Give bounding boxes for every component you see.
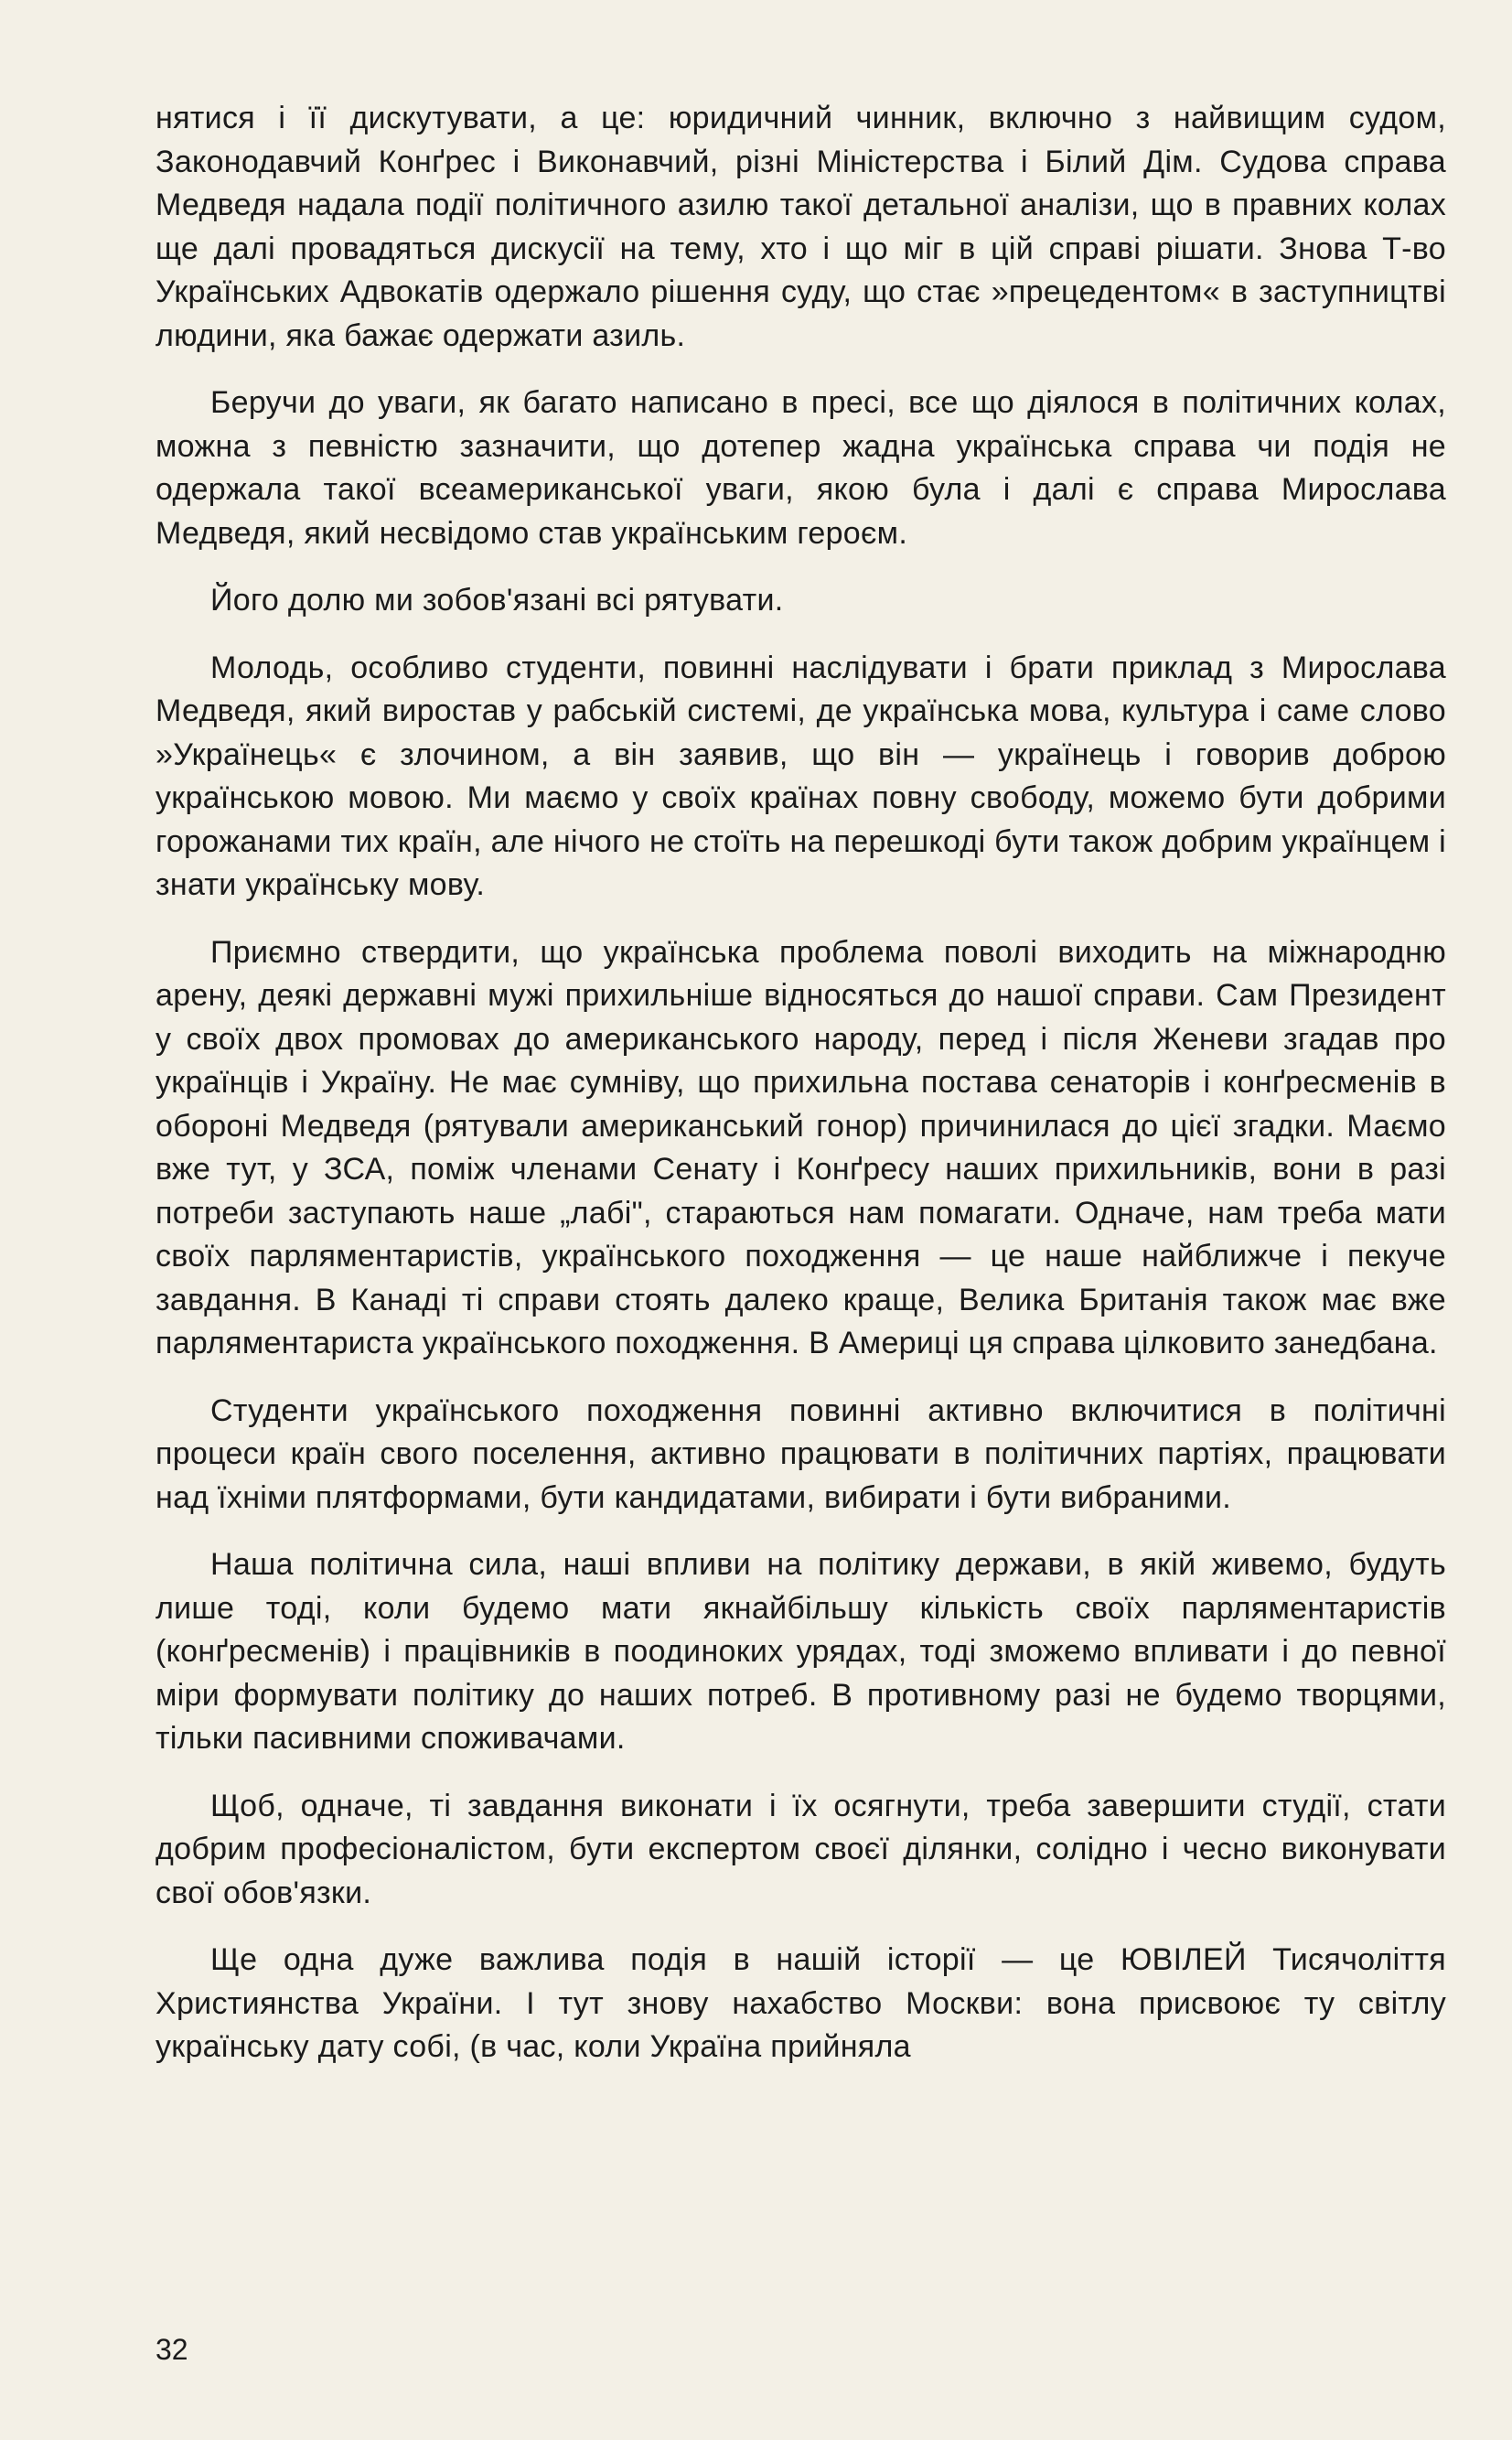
page-number: 32 (155, 2333, 188, 2366)
paragraph-1: нятися і її дискутувати, а це: юридичний чинник, включно з найвищим судом, Законодавчий Конґрес і Виконавчий, різні Міністерства і Білий Дім. Судова справа Медведя надала події політичного азилю такої детальної аналізи, що в правних колах ще далі провадяться дискусії на тему, хто і що міг в цій справі рішати. Знова Т-во Українських Адвокатів одержало рішення суду, що стає »прецедентом« в заступництві людини, яка бажає одержати азиль. (155, 101, 1446, 353)
paragraph-4: Молодь, особливо студенти, повинні наслідувати і брати приклад з Мирослава Медведя, який виростав у рабській системі, де українська мова, культура і саме слово »Українець« є злочином, а він заявив, що він — українець і говорив доброю українською мовою. Ми маємо у своїх країнах повну свободу, можемо бути добрими горожанами тих країн, але нічого не стоїть на перешкоді бути також добрим українцем і знати українську мову. (155, 650, 1446, 902)
paragraph-6: Студенти українського походження повинні активно включитися в політичні процеси країн свого поселення, активно працювати в політичних партіях, працювати над їхніми плятформами, бути кандидатами, вибирати і бути вибраними. (155, 1392, 1446, 1515)
paragraph-7: Наша політична сила, наші впливи на політику держави, в якій живемо, будуть лише тоді, коли будемо мати якнайбільшу кількість своїх парляментаристів (конґресменів) і працівників в поодиноких урядах, тоді зможемо впливати і до певної міри формувати політику до наших потреб. В противному разі не будемо творцями, тільки пасивними споживачами. (155, 1547, 1446, 1756)
paragraph-3: Його долю ми зобов'язані всі рятувати. (210, 583, 784, 618)
paragraph-5: Приємно ствердити, що українська проблема поволі виходить на міжнародню арену, деякі державні мужі прихильніше відносяться до нашої справи. Сам Президент у своїх двох промовах до американського народу, перед і після Женеви згадав про українців і Україну. Не має сумніву, що прихильна постава сенаторів і конґресменів в обороні Медведя (рятували американський гонор) причинилася до цієї згадки. Маємо вже тут, у ЗСА, поміж членами Сенату і Конґресу наших прихильників, вони в разі потреби заступають наше „лабі", стараються нам помагати. Одначе, нам треба мати своїх парляментаристів, українського походження — це наше найближче і пекуче завдання. В Канаді ті справи стоять далеко краще, Велика Британія також має вже парляментариста українського походження. В Америці ця справа цілковито занедбана. (155, 934, 1446, 1360)
paragraph-8: Щоб, одначе, ті завдання виконати і їх осягнути, треба завершити студії, стати добрим професіоналістом, бути експертом своєї ділянки, солідно і чесно виконувати свої обов'язки. (155, 1788, 1446, 1910)
paragraph-9: Ще одна дуже важлива подія в нашій історії — це ЮВІЛЕЙ Тисячоліття Християнства України. І тут знову нахабство Москви: вона присвоює ту світлу українську дату собі, (в час, коли Україна прийняла (155, 1942, 1446, 2064)
paragraph-2: Беручи до уваги, як багато написано в пресі, все що діялося в політичних колах, можна з певністю зазначити, що дотепер жадна українська справа чи подія не одержала такої всеамериканської уваги, якою була і далі є справа Мирослава Медведя, який несвідомо став українським героєм. (155, 385, 1446, 551)
